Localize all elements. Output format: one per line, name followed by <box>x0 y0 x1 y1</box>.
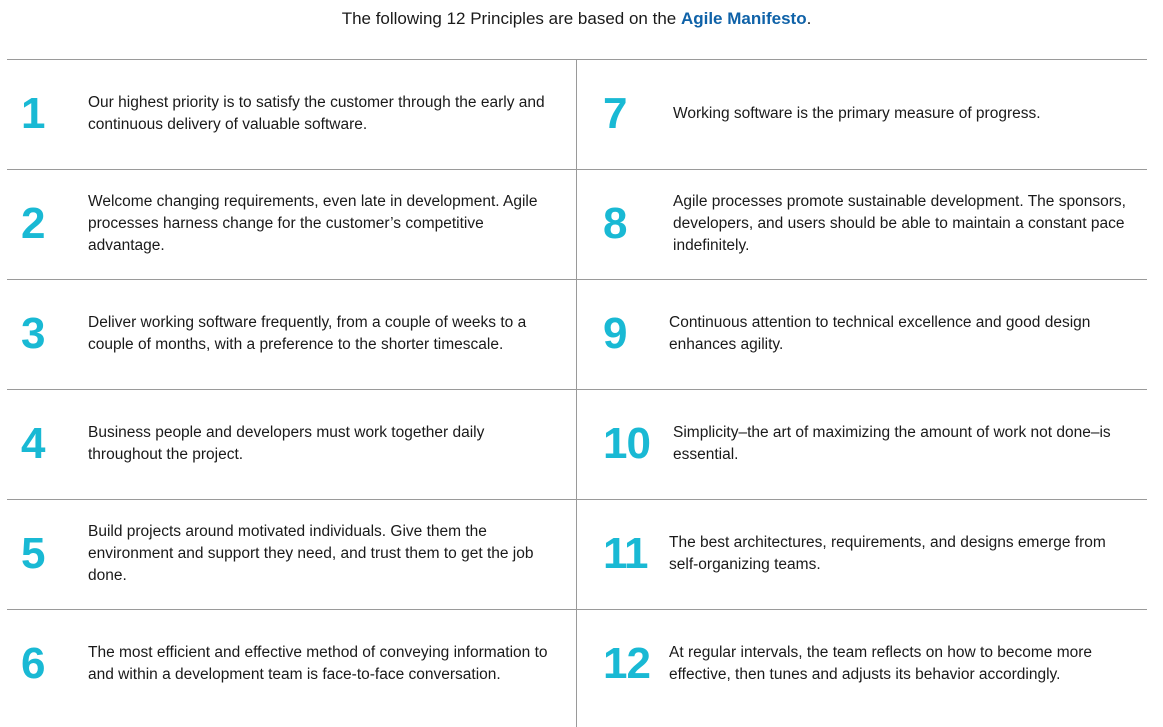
principle-cell-8 <box>577 170 1147 280</box>
principle-cell-6 <box>7 610 577 720</box>
principle-number: 10 <box>603 419 650 468</box>
principle-number: 12 <box>603 639 650 688</box>
principle-cell-4 <box>7 390 577 500</box>
principle-number: 8 <box>603 199 627 248</box>
principle-text: Working software is the primary measure of progress. <box>673 105 1041 122</box>
principle-number: 5 <box>21 529 45 578</box>
principle-text: Continuous attention to technical excellence and good design enhances agility. <box>669 314 1091 353</box>
principle-cell-5 <box>7 500 577 610</box>
principle-cell-2 <box>7 170 577 280</box>
principle-number: 2 <box>21 199 45 248</box>
principle-number: 11 <box>603 529 648 578</box>
principle-text: At regular intervals, the team reflects on how to become more effective, then tunes and adjusts its behavior accordingly. <box>669 644 1093 683</box>
principle-text: Business people and developers must work together daily throughout the project. <box>88 424 485 463</box>
principle-text: Deliver working software frequently, from a couple of weeks to a couple of months, with a preference to the shorter timescale. <box>88 314 527 353</box>
principle-text: Our highest priority is to satisfy the customer through the early and continuous delivery of valuable software. <box>88 94 545 133</box>
principle-cell-3 <box>7 280 577 390</box>
principle-text: Welcome changing requirements, even late in development. Agile processes harness change for the customer’s competitive advantage. <box>88 193 538 254</box>
principle-number: 4 <box>21 419 45 468</box>
principle-number: 3 <box>21 309 45 358</box>
principle-cell-12 <box>577 610 1147 720</box>
principle-number: 9 <box>603 309 627 358</box>
principle-cell-11 <box>577 500 1147 610</box>
principle-text: Build projects around motivated individuals. Give them the environment and support they need, and trust them to get the job done. <box>88 523 534 584</box>
principle-text: The most efficient and effective method of conveying information to and within a development team is face-to-face conversation. <box>88 644 548 683</box>
principle-number: 7 <box>603 89 627 138</box>
principle-number: 1 <box>21 89 45 138</box>
intro-heading <box>0 8 1153 30</box>
principle-text: Agile processes promote sustainable development. The sponsors, developers, and users should be able to maintain a constant pace indefinitely. <box>673 193 1126 254</box>
principle-cell-9 <box>577 280 1147 390</box>
intro-prefix: The following 12 Principles are based on the <box>341 9 681 28</box>
principle-text: The best architectures, requirements, and designs emerge from self-organizing teams. <box>669 534 1106 573</box>
principle-number: 6 <box>21 639 45 688</box>
principles-grid <box>7 59 1147 727</box>
principle-cell-1 <box>7 60 577 170</box>
principle-text: Simplicity–the art of maximizing the amount of work not done–is essential. <box>673 424 1111 463</box>
agile-manifesto-link[interactable]: Agile Manifesto <box>680 9 807 28</box>
principle-cell-7 <box>577 60 1147 170</box>
principle-cell-10 <box>577 390 1147 500</box>
intro-suffix: . <box>806 9 812 28</box>
